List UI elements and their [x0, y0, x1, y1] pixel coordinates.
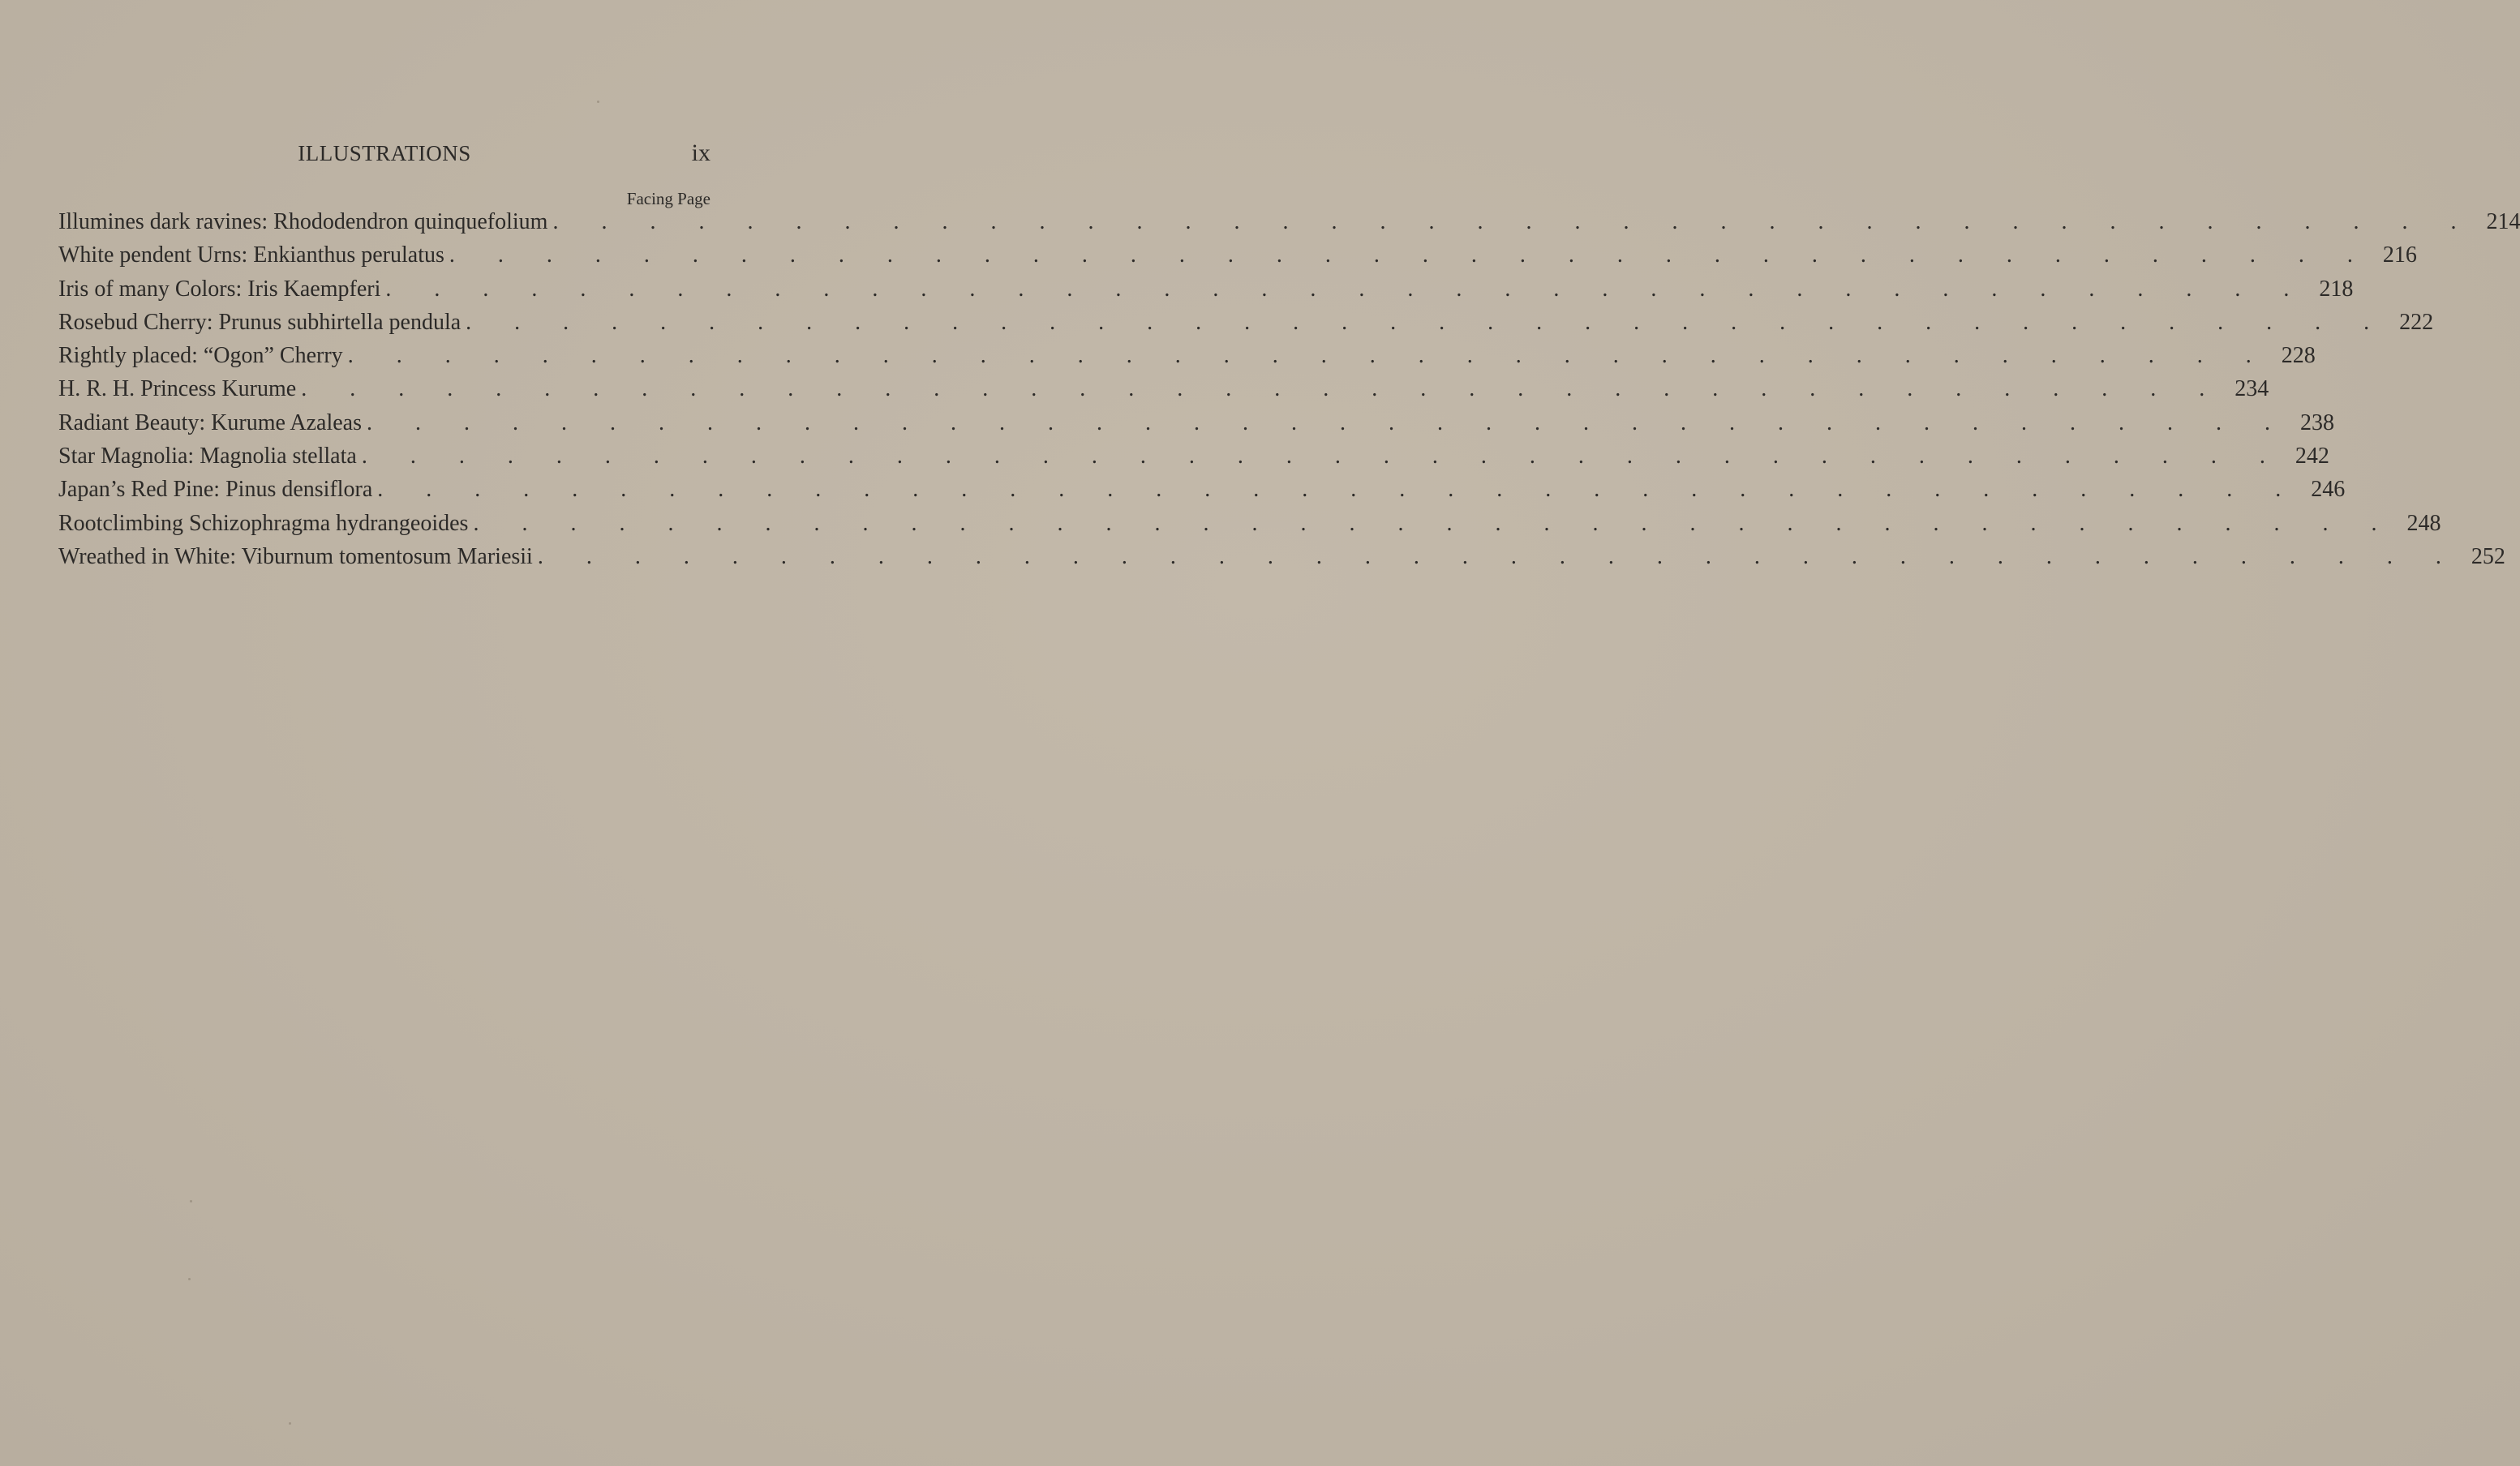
- running-head: [58, 141, 710, 174]
- facing-page-number: 242: [2295, 444, 2329, 469]
- dot-leader: . . . . . . . . . . . . . . . . . . . . . . . . . . . . . . . . . . . . . . . .: [466, 309, 2389, 335]
- illustration-title: Radiant Beauty: Kurume Azaleas: [58, 409, 362, 435]
- facing-page-number: 248: [2406, 510, 2441, 536]
- illustration-entry: [58, 477, 2346, 510]
- illustration-entry: [58, 444, 2329, 477]
- paper-speck: [597, 101, 599, 103]
- facing-page-number: 214: [2486, 209, 2520, 234]
- facing-page-number: 228: [2281, 343, 2316, 369]
- page-number: ix: [691, 139, 710, 166]
- illustration-title: Rootclimbing Schizophragma hydrangeoides: [58, 510, 469, 536]
- facing-page-number: 222: [2399, 309, 2434, 335]
- dot-leader: . . . . . . . . . . . . . . . . . . . . . . . . . . . . . . . . . . . . . . . .: [537, 543, 2460, 569]
- illustration-entry: [58, 376, 2269, 409]
- paper-speck: [190, 1200, 192, 1202]
- illustration-title: H. R. H. Princess Kurume: [58, 376, 297, 402]
- illustration-title: Star Magnolia: Magnolia stellata: [58, 444, 357, 469]
- illustration-entry: [58, 276, 2354, 310]
- illustration-entry: [58, 510, 2441, 544]
- dot-leader: . . . . . . . . . . . . . . . . . . . . . . . . . . . . . . . . . . . . . . . .: [361, 444, 2284, 469]
- illustration-title: Rightly placed: “Ogon” Cherry: [58, 343, 343, 369]
- dot-leader: . . . . . . . . . . . . . . . . . . . . . . . . . . . . . . . . . . . . . . . .: [385, 276, 2308, 302]
- paper-speck: [289, 1422, 291, 1425]
- illustration-entry: [58, 309, 2434, 343]
- facing-page-number: 218: [2319, 276, 2354, 302]
- dot-leader: . . . . . . . . . . . . . . . . . . . . . . . . . . . . . . . . . . . . . . . .: [552, 209, 2475, 234]
- facing-page-number: 246: [2311, 477, 2346, 503]
- paper-speck: [188, 1278, 191, 1280]
- dot-leader: . . . . . . . . . . . . . . . . . . . . . . . . . . . . . . . . . . . . . . . .: [377, 477, 2300, 503]
- facing-page-column-head: Facing Page: [626, 189, 710, 208]
- dot-leader: . . . . . . . . . . . . . . . . . . . . . . . . . . . . . . . . . . . . . . . .: [367, 409, 2289, 435]
- illustrations-list: [58, 209, 2520, 577]
- dot-leader: . . . . . . . . . . . . . . . . . . . . . . . . . . . . . . . . . . . . . . . .: [473, 510, 2396, 536]
- illustration-entry: [58, 209, 2520, 242]
- facing-page-number: 234: [2235, 376, 2269, 402]
- illustration-title: Japan’s Red Pine: Pinus densiflora: [58, 477, 373, 503]
- illustration-title: White pendent Urns: Enkianthus perulatus: [58, 242, 444, 268]
- running-title: ILLUSTRATIONS: [298, 141, 471, 165]
- illustration-entry: [58, 543, 2505, 577]
- illustration-entry: [58, 343, 2316, 376]
- illustration-title: Rosebud Cherry: Prunus subhirtella pendula: [58, 309, 461, 335]
- dot-leader: . . . . . . . . . . . . . . . . . . . . . . . . . . . . . . . . . . . . . . . .: [347, 343, 2270, 369]
- dot-leader: . . . . . . . . . . . . . . . . . . . . . . . . . . . . . . . . . . . . . . . .: [449, 242, 2372, 268]
- facing-page-number: 238: [2300, 409, 2334, 435]
- illustration-title: Wreathed in White: Viburnum tomentosum Mariesii: [58, 543, 533, 569]
- illustration-title: Iris of many Colors: Iris Kaempferi: [58, 276, 381, 302]
- book-page: [58, 0, 2520, 1466]
- illustration-title: Illumines dark ravines: Rhododendron quinquefolium: [58, 209, 548, 234]
- facing-page-number: 216: [2382, 242, 2417, 268]
- facing-page-number: 252: [2471, 543, 2505, 569]
- dot-leader: . . . . . . . . . . . . . . . . . . . . . . . . . . . . . . . . . . . . . . . .: [301, 376, 2224, 402]
- illustration-entry: [58, 409, 2334, 444]
- illustration-entry: [58, 242, 2417, 276]
